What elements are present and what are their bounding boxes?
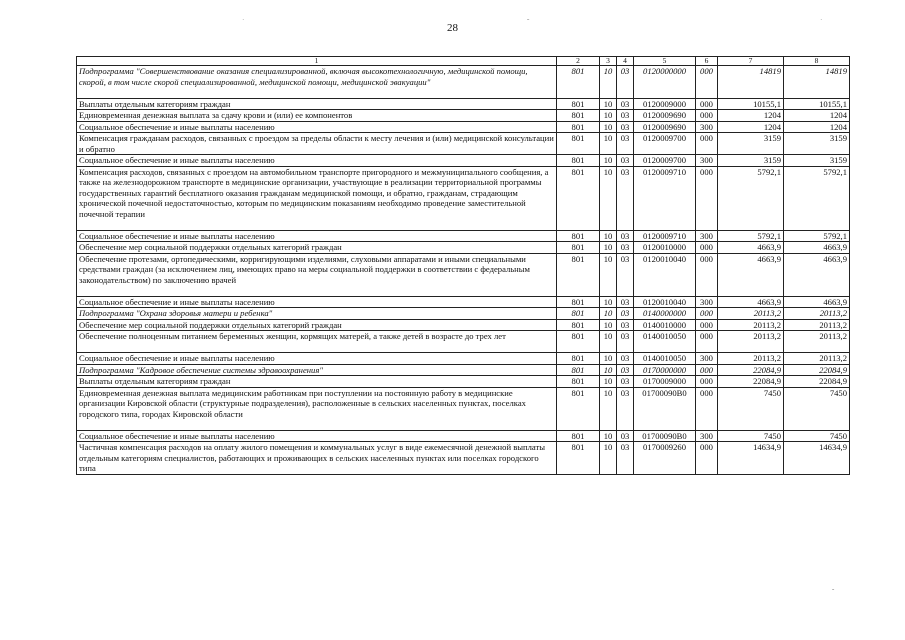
row-code-admin: 801 <box>557 430 600 442</box>
row-amount-plan: 22084,9 <box>718 364 784 376</box>
row-code-admin: 801 <box>557 353 600 365</box>
row-code-admin: 801 <box>557 242 600 254</box>
table-row <box>77 133 850 155</box>
row-code-admin: 801 <box>557 376 600 388</box>
row-code-section: 10 <box>600 308 617 320</box>
row-code-expense-type: 300 <box>696 353 718 365</box>
row-name: Единовременная денежная выплата за сдачу крови и (или) ее компонентов <box>77 110 557 122</box>
row-amount-fact: 7450 <box>784 430 850 442</box>
table-row <box>77 155 850 167</box>
row-code-subsection: 03 <box>617 253 634 296</box>
scan-speck: ˘ <box>832 588 835 596</box>
row-code-target: 0140010000 <box>634 319 696 331</box>
row-amount-fact: 7450 <box>784 387 850 430</box>
row-code-section: 10 <box>600 331 617 353</box>
row-code-admin: 801 <box>557 66 600 99</box>
table-row <box>77 66 850 99</box>
row-code-target: 0120009700 <box>634 133 696 155</box>
row-code-target: 0170009260 <box>634 442 696 475</box>
row-code-expense-type: 000 <box>696 376 718 388</box>
row-code-subsection: 03 <box>617 376 634 388</box>
row-code-section: 10 <box>600 155 617 167</box>
row-amount-plan: 7450 <box>718 430 784 442</box>
row-code-subsection: 03 <box>617 230 634 242</box>
row-code-admin: 801 <box>557 133 600 155</box>
row-name: Компенсация гражданам расходов, связанных с проездом за пределы области к месту лечения и (или) медицинской консультации и обратно <box>77 133 557 155</box>
row-name: Социальное обеспечение и иные выплаты населению <box>77 430 557 442</box>
row-name: Компенсация расходов, связанных с проездом на автомобильном транспорте пригородного и межмуниципального сообщения, а также на железнодорожном транспорте в медицинские организации, участвующие в реализации территориальной программы государственных гарантий бесплатного оказания гражданам медицинской помощи, и обратно, гражданам, страдающим хронической почечной недостаточностью, которым по медицинским показаниям необходимо проведение заместительной почечной терапии <box>77 166 557 230</box>
row-name: Социальное обеспечение и иные выплаты населению <box>77 230 557 242</box>
row-code-subsection: 03 <box>617 364 634 376</box>
budget-table <box>76 56 850 475</box>
row-code-section: 10 <box>600 133 617 155</box>
row-code-section: 10 <box>600 242 617 254</box>
row-code-subsection: 03 <box>617 110 634 122</box>
row-amount-plan: 1204 <box>718 110 784 122</box>
row-code-target: 0120000000 <box>634 66 696 99</box>
row-amount-fact: 3159 <box>784 155 850 167</box>
row-name: Подпрограмма "Охрана здоровья матери и ребенка" <box>77 308 557 320</box>
table-row <box>77 230 850 242</box>
row-code-admin: 801 <box>557 387 600 430</box>
row-amount-plan: 4663,9 <box>718 242 784 254</box>
row-amount-plan: 14819 <box>718 66 784 99</box>
row-name: Обеспечение мер социальной поддержки отдельных категорий граждан <box>77 242 557 254</box>
row-name: Выплаты отдельным категориям граждан <box>77 98 557 110</box>
row-code-expense-type: 300 <box>696 430 718 442</box>
row-amount-fact: 1204 <box>784 121 850 133</box>
row-code-target: 0120009690 <box>634 110 696 122</box>
row-code-target: 0140000000 <box>634 308 696 320</box>
row-code-section: 10 <box>600 66 617 99</box>
row-code-subsection: 03 <box>617 155 634 167</box>
row-code-admin: 801 <box>557 308 600 320</box>
column-number: 5 <box>634 57 696 66</box>
row-name: Социальное обеспечение и иные выплаты населению <box>77 296 557 308</box>
row-code-expense-type: 000 <box>696 364 718 376</box>
row-amount-plan: 1204 <box>718 121 784 133</box>
row-code-expense-type: 000 <box>696 331 718 353</box>
row-code-expense-type: 000 <box>696 66 718 99</box>
row-code-subsection: 03 <box>617 296 634 308</box>
row-amount-fact: 20113,2 <box>784 308 850 320</box>
row-amount-fact: 14634,9 <box>784 442 850 475</box>
row-code-section: 10 <box>600 166 617 230</box>
row-amount-fact: 4663,9 <box>784 296 850 308</box>
row-name: Социальное обеспечение и иные выплаты населению <box>77 121 557 133</box>
row-code-admin: 801 <box>557 155 600 167</box>
row-amount-plan: 20113,2 <box>718 319 784 331</box>
row-code-target: 0120009710 <box>634 230 696 242</box>
row-code-target: 0120009690 <box>634 121 696 133</box>
row-code-admin: 801 <box>557 230 600 242</box>
column-number: 1 <box>77 57 557 66</box>
row-code-section: 10 <box>600 98 617 110</box>
row-amount-plan: 5792,1 <box>718 230 784 242</box>
row-code-expense-type: 000 <box>696 98 718 110</box>
row-code-admin: 801 <box>557 319 600 331</box>
row-code-target: 01700090В0 <box>634 387 696 430</box>
row-amount-fact: 4663,9 <box>784 253 850 296</box>
row-code-section: 10 <box>600 442 617 475</box>
row-code-subsection: 03 <box>617 442 634 475</box>
row-code-admin: 801 <box>557 166 600 230</box>
table-row <box>77 442 850 475</box>
row-code-subsection: 03 <box>617 133 634 155</box>
row-code-target: 0140010050 <box>634 353 696 365</box>
row-amount-fact: 3159 <box>784 133 850 155</box>
row-code-admin: 801 <box>557 253 600 296</box>
scan-speck: ˇ <box>527 18 530 26</box>
scan-speck: ˙ <box>820 18 823 26</box>
row-code-target: 0120009710 <box>634 166 696 230</box>
row-amount-plan: 4663,9 <box>718 296 784 308</box>
row-amount-plan: 3159 <box>718 133 784 155</box>
row-code-expense-type: 300 <box>696 296 718 308</box>
row-code-subsection: 03 <box>617 166 634 230</box>
row-code-expense-type: 000 <box>696 387 718 430</box>
table-row <box>77 253 850 296</box>
row-code-expense-type: 300 <box>696 230 718 242</box>
column-number: 8 <box>784 57 850 66</box>
row-code-target: 0170009000 <box>634 376 696 388</box>
row-code-expense-type: 000 <box>696 242 718 254</box>
column-number: 2 <box>557 57 600 66</box>
row-amount-plan: 14634,9 <box>718 442 784 475</box>
row-amount-fact: 5792,1 <box>784 230 850 242</box>
row-name: Социальное обеспечение и иные выплаты населению <box>77 155 557 167</box>
table-row <box>77 296 850 308</box>
row-code-expense-type: 000 <box>696 253 718 296</box>
table-row <box>77 387 850 430</box>
row-code-target: 01700090В0 <box>634 430 696 442</box>
row-code-expense-type: 000 <box>696 308 718 320</box>
scan-speck: ˙ <box>242 18 245 26</box>
row-code-admin: 801 <box>557 442 600 475</box>
column-number: 3 <box>600 57 617 66</box>
table-row <box>77 353 850 365</box>
row-amount-plan: 20113,2 <box>718 353 784 365</box>
row-code-expense-type: 300 <box>696 155 718 167</box>
row-code-expense-type: 000 <box>696 110 718 122</box>
row-name: Подпрограмма "Кадровое обеспечение системы здравоохранения" <box>77 364 557 376</box>
row-code-expense-type: 300 <box>696 121 718 133</box>
table-body <box>77 66 850 475</box>
table-row <box>77 364 850 376</box>
row-code-admin: 801 <box>557 331 600 353</box>
row-amount-fact: 5792,1 <box>784 166 850 230</box>
row-code-section: 10 <box>600 430 617 442</box>
table-row <box>77 376 850 388</box>
row-amount-plan: 3159 <box>718 155 784 167</box>
row-amount-fact: 20113,2 <box>784 331 850 353</box>
row-code-section: 10 <box>600 110 617 122</box>
row-code-expense-type: 000 <box>696 166 718 230</box>
row-amount-plan: 7450 <box>718 387 784 430</box>
row-code-section: 10 <box>600 364 617 376</box>
column-number-row <box>77 57 850 66</box>
row-code-section: 10 <box>600 230 617 242</box>
row-amount-fact: 20113,2 <box>784 353 850 365</box>
row-amount-fact: 10155,1 <box>784 98 850 110</box>
table-row <box>77 331 850 353</box>
row-code-section: 10 <box>600 253 617 296</box>
table-row <box>77 319 850 331</box>
row-amount-plan: 22084,9 <box>718 376 784 388</box>
row-name: Единовременная денежная выплата медицинским работникам при поступлении на постоянную работу в медицинские организации Кировской области (структурные подразделения), расположенные в сельских населенных пунктах, поселках городского типа, городах Кировской области <box>77 387 557 430</box>
row-name: Обеспечение мер социальной поддержки отдельных категорий граждан <box>77 319 557 331</box>
row-name: Социальное обеспечение и иные выплаты населению <box>77 353 557 365</box>
table-row <box>77 242 850 254</box>
row-name: Частичная компенсация расходов на оплату жилого помещения и коммунальных услуг в виде ежемесячной денежной выплаты отдельным категориям специалистов, работающих и проживающих в сельских населенных пунктах или поселках городского типа <box>77 442 557 475</box>
row-code-admin: 801 <box>557 110 600 122</box>
row-code-section: 10 <box>600 376 617 388</box>
row-amount-plan: 20113,2 <box>718 331 784 353</box>
row-name: Выплаты отдельным категориям граждан <box>77 376 557 388</box>
row-code-admin: 801 <box>557 121 600 133</box>
row-code-admin: 801 <box>557 296 600 308</box>
row-code-section: 10 <box>600 319 617 331</box>
row-code-subsection: 03 <box>617 242 634 254</box>
column-number: 4 <box>617 57 634 66</box>
row-amount-fact: 20113,2 <box>784 319 850 331</box>
row-code-target: 0140010050 <box>634 331 696 353</box>
row-amount-plan: 20113,2 <box>718 308 784 320</box>
row-code-subsection: 03 <box>617 387 634 430</box>
row-name: Обеспечение протезами, ортопедическими, корригирующими изделиями, слуховыми аппаратами и иными специальными средствами граждан (за исключением лиц, имеющих право на меры социальной поддержки в соответствии с федеральным законодательством) по заключению врачей <box>77 253 557 296</box>
table-row <box>77 110 850 122</box>
row-amount-fact: 22084,9 <box>784 376 850 388</box>
row-code-section: 10 <box>600 353 617 365</box>
row-code-target: 0120009000 <box>634 98 696 110</box>
row-code-admin: 801 <box>557 364 600 376</box>
table-row <box>77 308 850 320</box>
table-row <box>77 121 850 133</box>
row-code-target: 0120010000 <box>634 242 696 254</box>
row-code-section: 10 <box>600 121 617 133</box>
row-code-section: 10 <box>600 296 617 308</box>
row-code-target: 0120010040 <box>634 253 696 296</box>
row-amount-plan: 4663,9 <box>718 253 784 296</box>
row-code-subsection: 03 <box>617 66 634 99</box>
table-row <box>77 430 850 442</box>
row-code-subsection: 03 <box>617 331 634 353</box>
page-number: 28 <box>447 22 458 34</box>
row-code-target: 0170000000 <box>634 364 696 376</box>
row-amount-fact: 14819 <box>784 66 850 99</box>
row-code-admin: 801 <box>557 98 600 110</box>
row-code-subsection: 03 <box>617 121 634 133</box>
table-row <box>77 166 850 230</box>
row-code-target: 0120010040 <box>634 296 696 308</box>
column-number: 6 <box>696 57 718 66</box>
row-amount-fact: 4663,9 <box>784 242 850 254</box>
row-amount-plan: 10155,1 <box>718 98 784 110</box>
column-number: 7 <box>718 57 784 66</box>
row-code-expense-type: 000 <box>696 319 718 331</box>
row-amount-plan: 5792,1 <box>718 166 784 230</box>
row-code-expense-type: 000 <box>696 133 718 155</box>
row-code-subsection: 03 <box>617 353 634 365</box>
table-row <box>77 98 850 110</box>
row-code-subsection: 03 <box>617 430 634 442</box>
row-code-subsection: 03 <box>617 319 634 331</box>
row-name: Подпрограмма "Совершенствование оказания специализированной, включая высокотехнологичную, медицинской помощи, скорой, в том числе скорой специализированной, медицинской помощи, медицинской эвакуации" <box>77 66 557 99</box>
row-amount-fact: 1204 <box>784 110 850 122</box>
row-code-subsection: 03 <box>617 308 634 320</box>
row-code-expense-type: 000 <box>696 442 718 475</box>
row-code-target: 0120009700 <box>634 155 696 167</box>
row-amount-fact: 22084,9 <box>784 364 850 376</box>
row-name: Обеспечение полноценным питанием беременных женщин, кормящих матерей, а также детей в возрасте до трех лет <box>77 331 557 353</box>
row-code-section: 10 <box>600 387 617 430</box>
row-code-subsection: 03 <box>617 98 634 110</box>
